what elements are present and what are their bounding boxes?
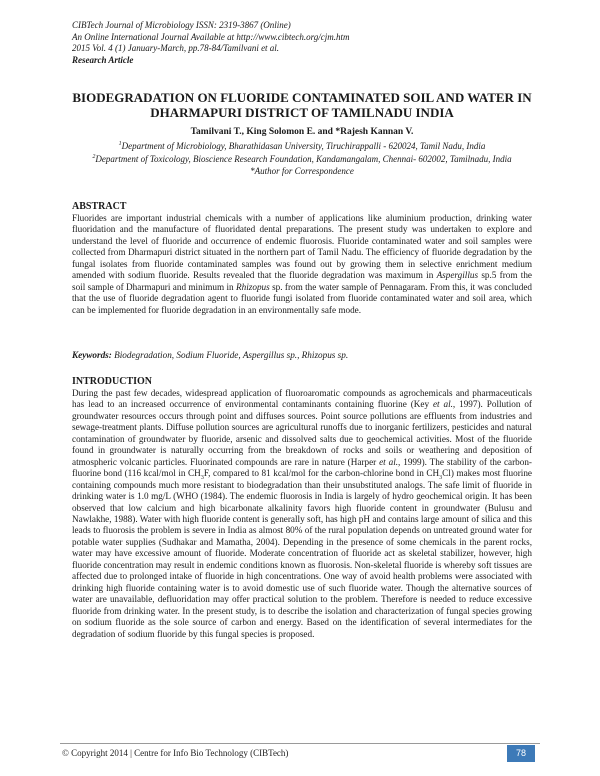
- introduction-heading: INTRODUCTION: [72, 376, 153, 387]
- footer-copyright: © Copyright 2014 | Centre for Info Bio Technology (CIBTech): [62, 748, 289, 758]
- introduction-text: During the past few decades, widespread application of fluoroaromatic compounds as agrochemicals and pharmaceuticals has lead to an increased occurrence of environmental contaminants containing fluorine (Key et al., 1997). Pollution of groundwater resources occurs through point and diffuses sources. Point source pollutions are effluents from industries and sewage-treatment plants. Diffuse pollution sources are agricultural runoffs due to inorganic fertilizers, pesticides and natural contamination of groundwater by fluoride, arsenic and dissolved salts due to geochemical activities. Most of the fluoride found in groundwater is naturally occurring from the breakdown of rocks and soils or weathering and deposition of atmospheric volcanic particles. Fluorinated compounds are rare in nature (Harper et al., 1999). The stability of the carbon-fluorine bond (116 kcal/mol in $CH_3F$, compared to 81 kcal/mol for the carbon-chlorine bond in $CH_3Cl$) makes most fluorine containing compounds much more resistant to biodegradation than their unsubstituted analogs. The safe limit of fluoride in drinking water is 1.0 mg/L (WHO (1984). The endemic fluorosis in India is largely of hydro geochemical origin. It has been observed that low calcium and high bicarbonate alkalinity favors high fluoride content in groundwater (Bulusu and Nawlakhe, 1988). Water with high fluoride content is generally soft, has high pH and contains large amount of silica and this leads to fluorosis the problem is severe in India as almost 80% of the rural population depends on untreated ground water for potable water supplies (Sudhakar and Mamatha, 2004). Depending in the presence of some chemicals in the parent rocks, water may have excessive amount of fluoride. Moderate concentration of fluoride act as skeletal stabilizer, however, high fluoride concentration may result in endemic conditions known as fluorosis. Non-skeletal fluoride is whereby soft tissues are affected due to prolonged intake of fluoride in high concentrations. One way of avoid health problems were associated with drinking high fluoride containing water is to avoid domestic use of such fluoride water. Though the alternative sources of water are unavailable, defluoridation may offer practical solution to the problem. Therefore is needed to reduce excessive fluoride from drinking water. In the present study, is to describe the isolation and characterization of fungal species growing on sodium fluoride as the sole source of carbon and energy. Based on the identification of several intermediates for the degradation of sodium fluoride by this fungal species is proposed.: [72, 388, 532, 639]
- article-type: Research Article: [72, 54, 134, 65]
- footer-divider: [60, 743, 540, 744]
- journal-name: CIBTech Journal of Microbiology ISSN: 2319-3867 (Online): [72, 20, 291, 30]
- author-list: Tamilvani T., King Solomon E. and *Rajesh Kannan V.: [190, 127, 414, 137]
- abstract-heading: ABSTRACT: [72, 201, 127, 212]
- affiliation-1-mark: 1: [118, 141, 122, 147]
- journal-header: [72, 20, 532, 66]
- correspondence-note: *Author for Correspondence: [250, 165, 354, 176]
- abstract-text: Fluorides are important industrial chemicals with a number of applications like aluminium production, drinking water fluoridation and the manufacture of fluoridated dental preparations. The present study was undertaken to explore and understand the level of fluoride and occurrence of endemic fluorosis. Fluoride contaminated water and soil samples were collected from Dharmapuri district situated in the northern part of Tamil Nadu. The efficiency of fluoride degradation by the fungal isolates from fluoride contaminated samples was found out by growing them in selective enrichment medium amended with sodium fluoride. Results revealed that the fluoride degradation was maximum in Aspergillus sp.5 from the soil sample of Dharmapuri and minimum in Rhizopus sp. from the water sample of Pennagaram. From this, it was concluded that the use of fluoride degradation agent to fluoride fungi isolated from fluoride contaminated water and soil area, which can be implemented for fluoride degradation in an environmentally safe mode.: [72, 213, 532, 315]
- page-number: 78: [507, 745, 535, 762]
- keywords-text: Biodegradation, Sodium Fluoride, Aspergillus sp., Rhizopus sp.: [111, 350, 349, 360]
- keywords: [72, 350, 532, 360]
- affiliation-1: $^1$Department of Microbiology, Bharathidasan University, Tiruchirappalli - 620024, Tamil Nadu, India: [118, 141, 486, 151]
- affiliations: [72, 139, 532, 177]
- journal-volume-line: 2015 Vol. 4 (1) January-March, pp.78-84/Tamilvani et al.: [72, 43, 280, 54]
- affiliation-2: $^2$Department of Toxicology, Bioscience Research Foundation, Kandamangalam, Chennai- 602002, Tamilnadu, India: [92, 154, 512, 165]
- keywords-label: Keywords:: [72, 350, 112, 360]
- affiliation-2-mark: 2: [92, 154, 96, 161]
- journal-url-line: An Online International Journal Available at http://www.cibtech.org/cjm.htm: [72, 31, 350, 42]
- paper-title: BIODEGRADATION ON FLUORIDE CONTAMINATED SOIL AND WATER IN DHARMAPURI DISTRICT OF TAMILNADU INDIA: [72, 90, 532, 120]
